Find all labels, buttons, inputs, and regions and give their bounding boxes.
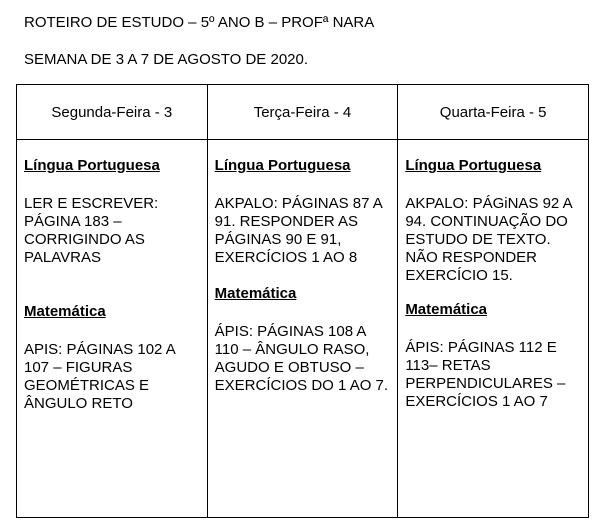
document-title: ROTEIRO DE ESTUDO – 5º ANO B – PROFª NARA (24, 14, 375, 31)
day-header-monday: Segunda-Feira - 3 (17, 85, 208, 140)
portuguese-task: AKPALO: PÁGINAS 87 A 91. RESPONDER AS PÁGINAS 90 E 91, EXERCÍCIOS 1 AO 8 (214, 195, 382, 266)
subject-math: Matemática (214, 285, 297, 302)
subject-math: Matemática (405, 301, 488, 318)
math-task: APIS: PÁGINAS 102 A 107 – FIGURAS GEOMÉTRICAS E ÂNGULO RETO (24, 341, 175, 412)
subject-portuguese: Língua Portuguesa (24, 157, 160, 174)
day-header-tuesday: Terça-Feira - 4 (207, 85, 398, 140)
subject-math: Matemática (24, 303, 106, 320)
table-row (17, 140, 589, 518)
tuesday-cell (207, 140, 398, 518)
table-header-row (17, 85, 589, 140)
week-subtitle: SEMANA DE 3 A 7 DE AGOSTO DE 2020. (24, 51, 309, 68)
portuguese-task: LER E ESCREVER: PÁGINA 183 – CORRIGINDO AS PALAVRAS (24, 195, 159, 266)
wednesday-cell (398, 140, 589, 518)
subject-portuguese: Língua Portuguesa (214, 157, 351, 174)
math-task: ÁPIS: PÁGINAS 112 E 113– RETAS PERPENDICULARES – EXERCÍCIOS 1 AO 7 (405, 339, 566, 410)
math-task: ÁPIS: PÁGINAS 108 A 110 – ÂNGULO RASO, AGUDO E OBTUSO – EXERCÍCIOS DO 1 AO 7. (214, 323, 389, 394)
monday-cell (17, 140, 208, 518)
day-header-wednesday: Quarta-Feira - 5 (398, 85, 589, 140)
subject-portuguese: Língua Portuguesa (405, 157, 542, 174)
schedule-table (16, 84, 589, 518)
portuguese-task: AKPALO: PÁGiNAS 92 A 94. CONTINUAÇÃO DO ESTUDO DE TEXTO. NÃO RESPONDER EXERCÍCIO 15. (405, 195, 572, 284)
